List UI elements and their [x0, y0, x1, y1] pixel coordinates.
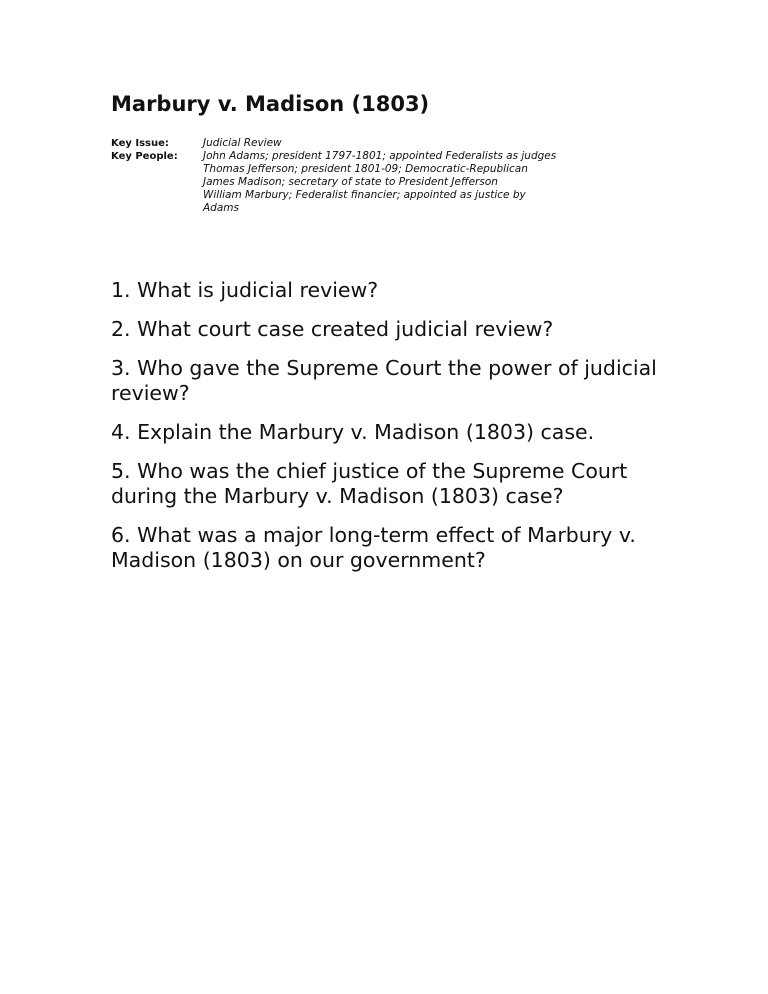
- key-issue-value: [203, 137, 583, 150]
- question-item: 2. What court case created judicial review?: [111, 317, 554, 341]
- key-people-line: William Marbury; Federalist financier; appointed as justice by: [203, 189, 526, 201]
- key-people-line: Thomas Jefferson; president 1801-09; Democratic-Republican: [203, 163, 528, 175]
- question-item: 5. Who was the chief justice of the Supreme Court during the Marbury v. Madison (1803) case?: [111, 459, 628, 508]
- question-list: [111, 278, 671, 587]
- key-people-label: Key People:: [111, 151, 178, 162]
- key-info-block: [111, 137, 671, 215]
- key-people-row: [111, 150, 671, 215]
- key-people-line: John Adams; president 1797-1801; appointed Federalists as judges: [203, 150, 557, 162]
- key-issue-label: Key Issue:: [111, 138, 169, 149]
- question-item: 1. What is judicial review?: [111, 278, 379, 302]
- key-people-line: Adams: [203, 202, 239, 214]
- key-issue-row: [111, 137, 671, 150]
- question-item: 4. Explain the Marbury v. Madison (1803) case.: [111, 420, 595, 444]
- key-people-list: [203, 150, 583, 215]
- key-issue-text: Judicial Review: [203, 137, 282, 149]
- page-title: Marbury v. Madison (1803): [111, 92, 430, 116]
- question-item: 6. What was a major long-term effect of Marbury v. Madison (1803) on our government?: [111, 523, 636, 572]
- key-people-line: James Madison; secretary of state to President Jefferson: [203, 176, 498, 188]
- question-item: 3. Who gave the Supreme Court the power of judicial review?: [111, 356, 657, 405]
